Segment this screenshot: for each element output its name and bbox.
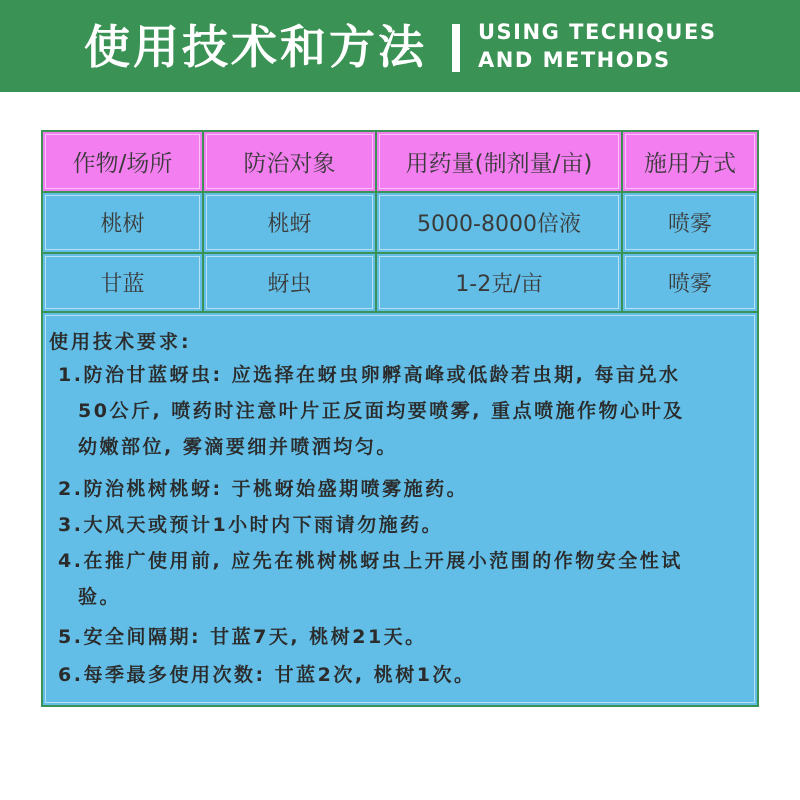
- item-text-continued: 验。: [78, 586, 122, 608]
- item-number: 1.: [58, 364, 84, 386]
- item-text: 在推广使用前, 应先在桃树桃蚜虫上开展小范围的作物安全性试: [83, 550, 683, 572]
- cell-text: 桃蚜: [267, 212, 312, 237]
- cell-text: 蚜虫: [267, 272, 312, 297]
- header-cell-crop-label: 作物/场所: [72, 151, 173, 177]
- item-number: 4.: [58, 550, 84, 572]
- usage-requirements: [43, 313, 757, 705]
- cell-text: 甘蓝: [100, 272, 145, 297]
- requirement-item: [58, 657, 748, 693]
- cell-text: 喷雾: [667, 272, 712, 297]
- item-text: 大风天或预计1小时内下雨请勿施药。: [83, 514, 444, 536]
- table-cell: [623, 193, 757, 252]
- cell-text: 喷雾: [667, 212, 712, 237]
- item-text: 安全间隔期: 甘蓝7天, 桃树21天。: [83, 626, 427, 648]
- table-cell: [43, 193, 202, 252]
- requirements-title: 使用技术要求:: [49, 331, 192, 353]
- page-title: 使用技术和方法: [84, 20, 427, 74]
- requirement-item: [58, 471, 748, 507]
- item-text: 防治桃树桃蚜: 于桃蚜始盛期喷雾施药。: [83, 478, 469, 500]
- header-cell-method-label: 施用方式: [644, 151, 736, 177]
- cell-text: 1-2克/亩: [455, 272, 543, 297]
- requirement-item: [58, 543, 748, 615]
- header-cell-crop: [43, 132, 202, 191]
- table-cell: [377, 193, 621, 252]
- header-cell-dosage: [377, 132, 621, 191]
- item-number: 3.: [58, 514, 84, 536]
- cell-text: 5000-8000倍液: [417, 212, 581, 237]
- table-cell: [623, 254, 757, 311]
- item-text-continued: 幼嫩部位, 雾滴要细并喷洒均匀。: [78, 436, 398, 458]
- english-subtitle: [478, 18, 798, 74]
- item-number: 2.: [58, 478, 84, 500]
- requirement-item: [58, 619, 748, 655]
- header-cell-method: [623, 132, 757, 191]
- english-subtitle-line1: USING TECHIQUES: [478, 20, 717, 44]
- header-cell-target: [204, 132, 375, 191]
- requirement-item: [58, 357, 748, 465]
- item-number: 6.: [58, 664, 84, 686]
- item-number: 5.: [58, 626, 84, 648]
- cell-text: 桃树: [100, 212, 145, 237]
- item-text: 每季最多使用次数: 甘蓝2次, 桃树1次。: [83, 664, 476, 686]
- table-cell: [377, 254, 621, 311]
- header-cell-target-label: 防治对象: [243, 151, 336, 177]
- table-cell: [43, 254, 202, 311]
- requirement-item: [58, 507, 748, 543]
- english-subtitle-line2: AND METHODS: [478, 48, 671, 72]
- header-banner: [0, 0, 800, 92]
- item-text: 防治甘蓝蚜虫: 应选择在蚜虫卵孵高峰或低龄若虫期, 每亩兑水: [83, 364, 681, 386]
- table-cell: [204, 254, 375, 311]
- title-divider: [452, 24, 460, 72]
- table-cell: [204, 193, 375, 252]
- header-cell-dosage-label: 用药量(制剂量/亩): [405, 151, 593, 177]
- item-text-continued: 50公斤, 喷药时注意叶片正反面均要喷雾, 重点喷施作物心叶及: [78, 400, 685, 422]
